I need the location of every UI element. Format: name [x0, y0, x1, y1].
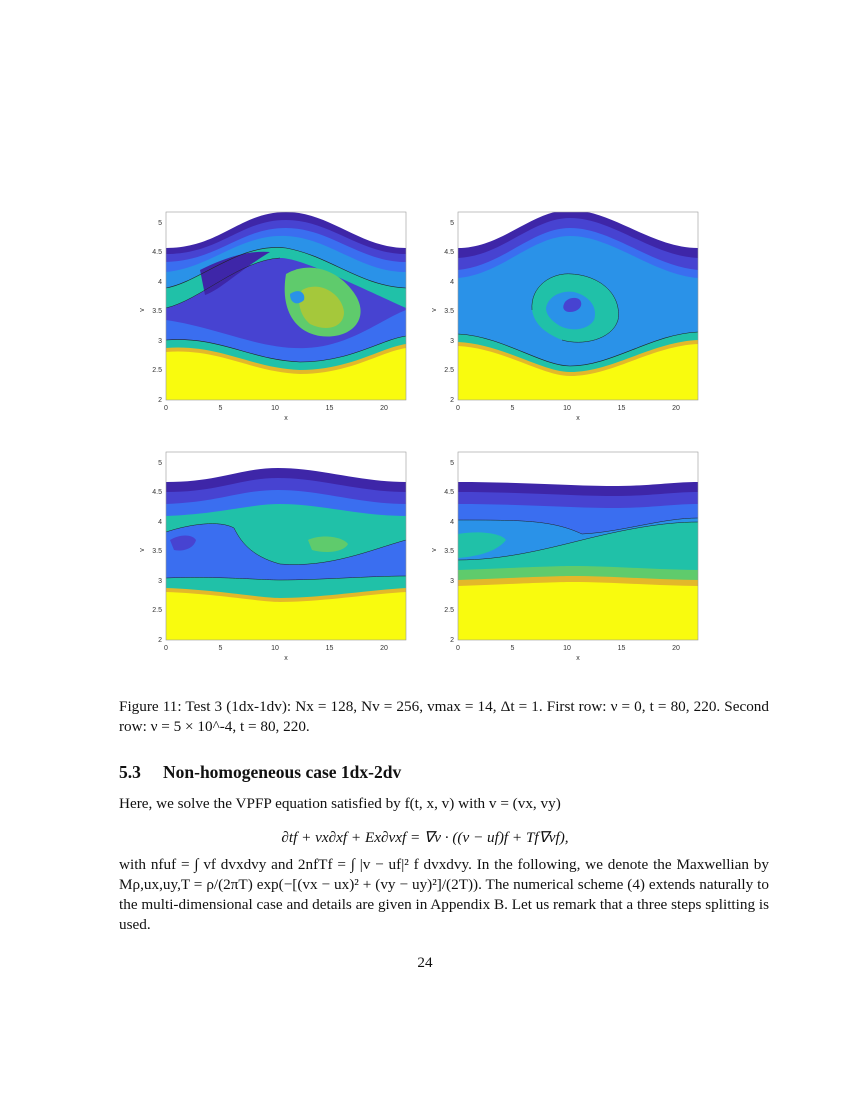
contour-plot-nu0-t220	[422, 200, 712, 430]
svg-text:2.5: 2.5	[444, 607, 454, 614]
section-number: 5.3	[119, 762, 141, 782]
figure-11	[110, 200, 750, 680]
y-axis-label: v	[431, 308, 438, 312]
svg-text:3.5: 3.5	[152, 548, 162, 555]
svg-text:15: 15	[325, 645, 334, 652]
svg-text:15: 15	[617, 645, 626, 652]
svg-text:0: 0	[164, 405, 168, 412]
svg-text:10: 10	[563, 405, 571, 412]
svg-text:2: 2	[450, 397, 454, 404]
svg-text:0: 0	[456, 405, 460, 412]
svg-text:15: 15	[617, 405, 626, 412]
svg-text:3: 3	[158, 338, 162, 345]
x-axis-label: x	[576, 655, 580, 662]
svg-text:4: 4	[158, 519, 162, 526]
svg-text:10: 10	[271, 405, 279, 412]
x-axis-label: x	[576, 415, 580, 422]
x-axis-label: x	[284, 655, 288, 662]
y-axis-label: v	[139, 308, 146, 312]
svg-text:4.5: 4.5	[152, 489, 162, 496]
section-title: Non-homogeneous case 1dx-2dv	[163, 762, 402, 782]
contour-plot-nu5e-4-t220	[422, 440, 712, 670]
svg-text:5: 5	[218, 405, 223, 412]
svg-text:4.5: 4.5	[444, 489, 454, 496]
svg-text:5: 5	[218, 645, 223, 652]
svg-text:10: 10	[271, 645, 279, 652]
svg-text:3: 3	[158, 578, 162, 585]
svg-text:5: 5	[450, 460, 454, 467]
x-axis-label: x	[284, 415, 288, 422]
equation-vpfp: ∂tf + vx∂xf + Ex∂vxf = ∇v · ((v − uf)f + Tf∇vf),	[281, 829, 569, 846]
svg-text:3: 3	[450, 578, 454, 585]
page-number: 24	[417, 954, 433, 971]
svg-text:4: 4	[158, 279, 162, 286]
contour-plot-nu5e-4-t80	[130, 440, 420, 670]
svg-text:20: 20	[380, 405, 388, 412]
svg-text:15: 15	[325, 405, 334, 412]
section-heading	[119, 762, 401, 783]
svg-text:2.5: 2.5	[152, 367, 162, 374]
svg-text:2.5: 2.5	[152, 607, 162, 614]
svg-text:20: 20	[672, 405, 680, 412]
svg-text:5: 5	[158, 220, 162, 227]
svg-text:5: 5	[510, 645, 515, 652]
figure-caption: Figure 11: Test 3 (1dx-1dv): Nx = 128, Nv = 256, vmax = 14, Δt = 1. First row: ν = 0, t = 80, 220. Second row: ν = 5 × 10^-4, t = 80, 220.	[119, 698, 769, 735]
svg-text:5: 5	[510, 405, 515, 412]
svg-text:0: 0	[456, 645, 460, 652]
y-axis-label: v	[431, 548, 438, 552]
svg-text:2.5: 2.5	[444, 367, 454, 374]
paragraph-maxwellian: with nfuf = ∫ vf dvxdvy and 2nfTf = ∫ |v − uf|² f dvxdvy. In the following, we denote the Maxwellian by Mρ,ux,uy,T = ρ/(2πT) exp(−[(vx − ux)² + (vy − uy)²]/(2T)). The numerical scheme (4) extends naturally to the multi-dimensional case and details are given in Appendix B. Let us remark that a three steps splitting is used.	[119, 856, 769, 933]
svg-text:4.5: 4.5	[444, 249, 454, 256]
svg-text:4: 4	[450, 279, 454, 286]
svg-text:5: 5	[450, 220, 454, 227]
svg-text:4: 4	[450, 519, 454, 526]
svg-text:0: 0	[164, 645, 168, 652]
svg-text:2: 2	[158, 637, 162, 644]
svg-text:2: 2	[158, 397, 162, 404]
contour-plot-nu0-t80	[130, 200, 420, 430]
svg-text:3.5: 3.5	[152, 308, 162, 315]
paragraph-intro: Here, we solve the VPFP equation satisfied by f(t, x, v) with v = (vx, vy)	[119, 795, 561, 812]
svg-text:3.5: 3.5	[444, 548, 454, 555]
svg-text:10: 10	[563, 645, 571, 652]
svg-text:4.5: 4.5	[152, 249, 162, 256]
svg-text:5: 5	[158, 460, 162, 467]
svg-text:20: 20	[380, 645, 388, 652]
svg-text:3.5: 3.5	[444, 308, 454, 315]
y-axis-label: v	[139, 548, 146, 552]
svg-text:20: 20	[672, 645, 680, 652]
svg-text:2: 2	[450, 637, 454, 644]
svg-text:3: 3	[450, 338, 454, 345]
